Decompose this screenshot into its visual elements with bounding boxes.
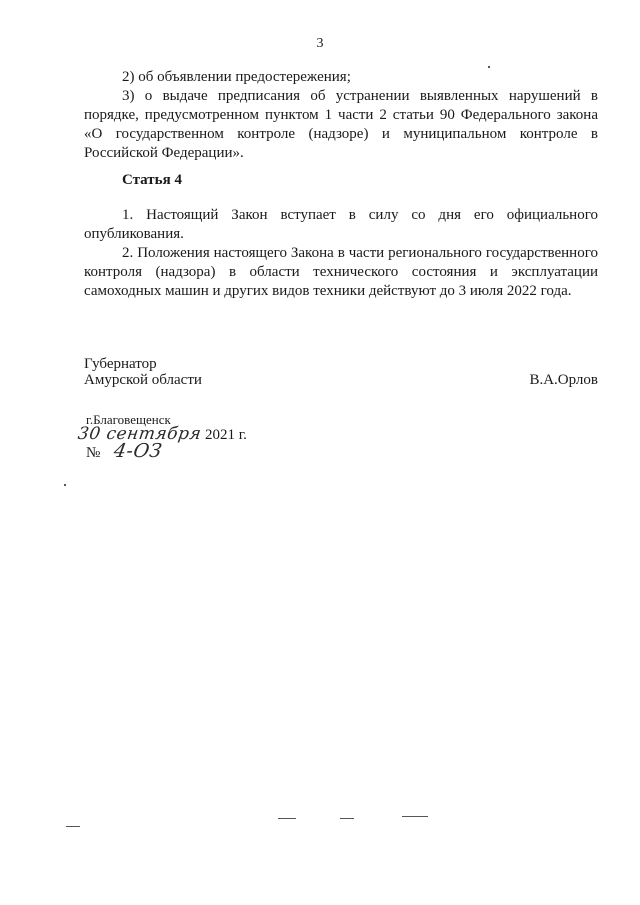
scan-speck [402,816,428,817]
signatory-region: Амурской области [84,372,202,388]
item-3: 3) о выдаче предписания об устранении выявленных нарушений в порядке, предусмотренном пунктом 1 части 2 статьи 90 Федерального закона «О государственном контроле (надзоре) и муниципальном контроле в Российской Федерации». [84,88,598,161]
handwritten-date: 30 сентября [76,424,203,444]
signatory-name: В.А.Орлов [529,372,598,388]
scan-speck [66,826,80,827]
scan-speck [488,66,490,68]
page-number: 3 [316,36,324,51]
scan-speck [340,818,354,819]
scan-speck [64,484,66,486]
signatory-position [84,356,202,388]
number-sign: № [86,445,101,461]
scan-speck [278,818,296,819]
item-2: 2) об объявлении предостережения; [122,69,351,85]
article-paragraph-2: 2. Положения настоящего Закона в части регионального государственного контроля (надзора) в области технического состояния и эксплуатации самоходных машин и других видов техники действуют до 3 июля 2022 года. [84,245,598,299]
signatory-title: Губернатор [84,356,157,372]
article-title: Статья 4 [122,172,182,188]
article-paragraph-1: 1. Настоящий Закон вступает в силу со дня его официального опубликования. [84,207,598,242]
enumerated-items [84,68,598,163]
handwritten-number: 4-ОЗ [112,440,164,462]
law-number [86,440,162,462]
date-year: 2021 г. [204,427,247,443]
place-of-signing: г.Благовещенск [86,412,171,427]
article-body [84,206,598,301]
